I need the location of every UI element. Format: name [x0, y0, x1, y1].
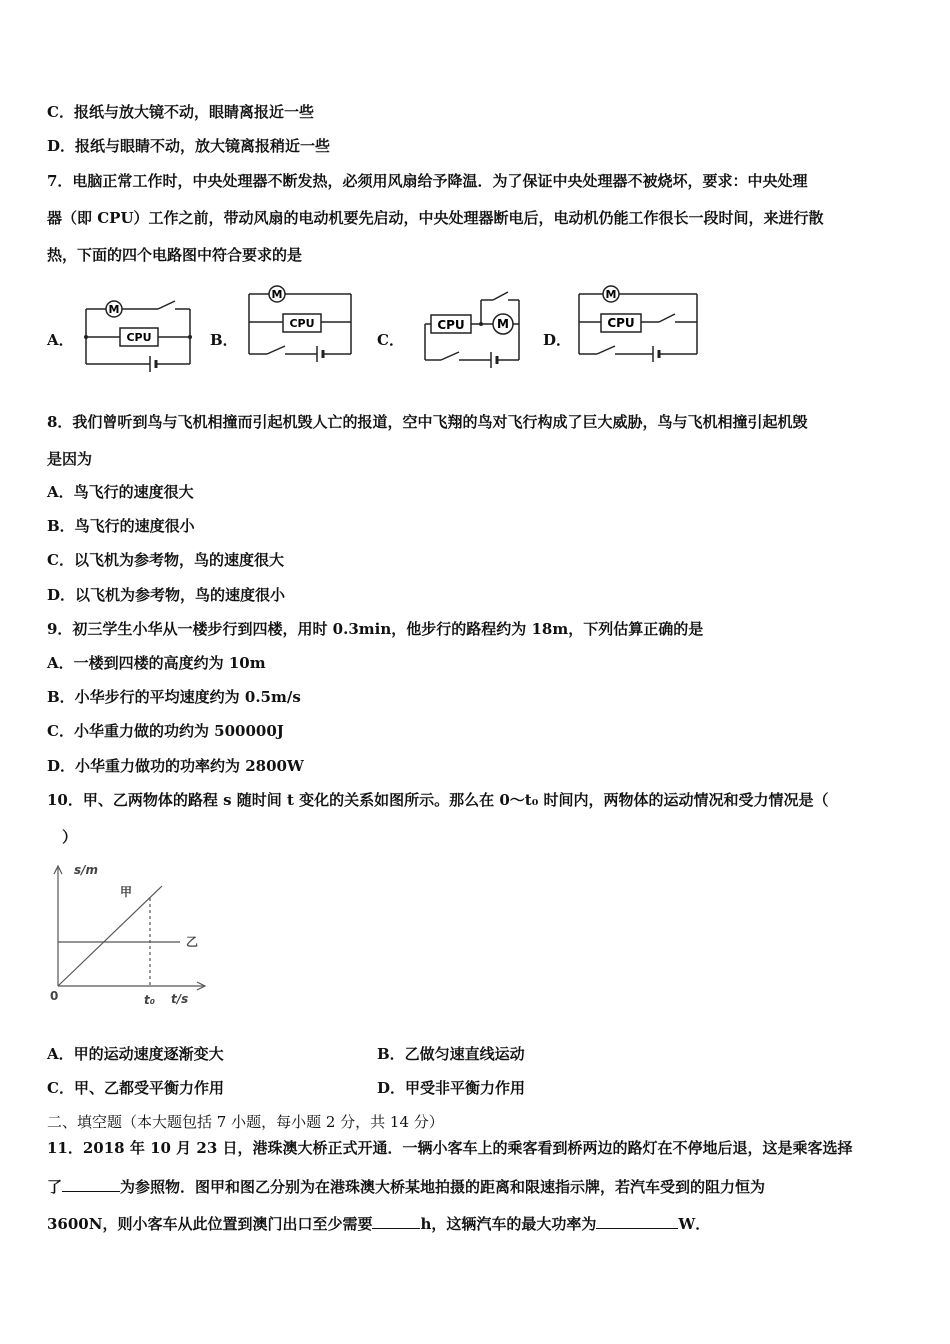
- q10-option-c: C．甲、乙都受平衡力作用: [47, 1079, 224, 1097]
- q11-stem-line-1: 11．2018 年 10 月 23 日，港珠澳大桥正式开通．一辆小客车上的乘客看到桥两边的路灯在不停地后退，这是乘客选择: [47, 1139, 853, 1157]
- cpu-label: CPU: [289, 317, 315, 330]
- circuit-diagram-d: [573, 284, 705, 362]
- q9-stem: 9．初三学生小华从一楼步行到四楼，用时 0.3min，他步行的路程约为 18m，下列估算正确的是: [47, 620, 704, 638]
- origin-label: 0: [50, 989, 59, 1003]
- q7-label-d: D．: [543, 331, 572, 349]
- line-yi-label: 乙: [186, 935, 199, 949]
- motor-label: M: [108, 303, 120, 316]
- q6-option-d: D．报纸与眼睛不动，放大镜离报稍近一些: [47, 137, 331, 155]
- q9-option-c: C．小华重力做的功约为 500000J: [47, 722, 284, 740]
- cpu-label: CPU: [607, 316, 635, 330]
- y-axis-label: s/m: [74, 863, 99, 877]
- circuit-diagram-a: [78, 292, 198, 374]
- answer-blank-2[interactable]: [372, 1212, 420, 1229]
- answer-blank-3[interactable]: [596, 1212, 678, 1229]
- q7-stem-line-1: 7．电脑正常工作时，中央处理器不断发热，必须用风扇给予降温．为了保证中央处理器不被烧坏，要求：中央处理: [47, 172, 808, 190]
- q6-option-c: C．报纸与放大镜不动，眼睛离报近一些: [47, 103, 314, 121]
- q7-label-c: C．: [377, 331, 404, 349]
- q11-text-3c: W．: [678, 1215, 711, 1233]
- q10-stem-line-1: 10．甲、乙两物体的路程 s 随时间 t 变化的关系如图所示。那么在 0～t₀ 时间内，两物体的运动情况和受力情况是（: [47, 791, 829, 809]
- motor-label: M: [605, 288, 617, 301]
- q10-option-b: B．乙做匀速直线运动: [377, 1045, 525, 1063]
- cpu-label: CPU: [437, 318, 465, 332]
- q8-option-c: C．以飞机为参考物，鸟的速度很大: [47, 551, 284, 569]
- circuit-diagram-b: [243, 284, 358, 362]
- q11-text-2b: 为参照物．图甲和图乙分别为在港珠澳大桥某地拍摄的距离和限速指示牌，若汽车受到的阻力恒为: [120, 1178, 766, 1196]
- line-jia-label: 甲: [120, 885, 133, 899]
- motor-label: M: [271, 288, 283, 301]
- q11-stem-line-2: [47, 1175, 765, 1197]
- answer-blank-1[interactable]: [62, 1175, 120, 1192]
- q7-stem-line-3: 热，下面的四个电路图中符合要求的是: [47, 246, 303, 264]
- q9-option-d: D．小华重力做功的功率约为 2800W: [47, 757, 304, 775]
- q8-option-b: B．鸟飞行的速度很小: [47, 517, 195, 535]
- q10-option-d: D．甲受非平衡力作用: [377, 1079, 526, 1097]
- q8-option-d: D．以飞机为参考物，鸟的速度很小: [47, 586, 286, 604]
- line-jia: [58, 886, 162, 986]
- q7-label-b: B．: [210, 331, 238, 349]
- q7-label-a: A．: [47, 331, 74, 349]
- q7-stem-line-2: 器（即 CPU）工作之前，带动风扇的电动机要先启动，中央处理器断电后，电动机仍能工作很长一段时间，来进行散: [47, 209, 824, 227]
- circuit-diagram-c: [415, 284, 527, 376]
- q11-text-3a: 3600N，则小客车从此位置到澳门出口至少需要: [47, 1215, 373, 1233]
- q9-option-a: A．一楼到四楼的高度约为 10m: [47, 654, 266, 672]
- q11-text-3b: h，这辆汽车的最大功率为: [420, 1215, 597, 1233]
- motor-label: M: [497, 317, 509, 331]
- q9-option-b: B．小华步行的平均速度约为 0.5m/s: [47, 688, 301, 706]
- q8-stem-line-2: 是因为: [47, 450, 93, 468]
- q8-stem-line-1: 8．我们曾听到鸟与飞机相撞而引起机毁人亡的报道，空中飞翔的鸟对飞行构成了巨大威胁，鸟与飞机相撞引起机毁: [47, 413, 808, 431]
- t0-label: t₀: [144, 993, 155, 1007]
- cpu-label: CPU: [126, 331, 152, 344]
- q10-distance-time-graph: [40, 858, 220, 1013]
- q11-text-2a: 了: [47, 1178, 63, 1196]
- q10-stem-line-2: ）: [62, 828, 78, 846]
- q8-option-a: A．鸟飞行的速度很大: [47, 483, 194, 501]
- x-axis-label: t/s: [171, 992, 189, 1006]
- q10-option-a: A．甲的运动速度逐渐变大: [47, 1045, 224, 1063]
- q11-stem-line-3: [47, 1212, 710, 1234]
- section-2-header: 二、填空题（本大题包括 7 小题，每小题 2 分，共 14 分）: [47, 1113, 444, 1131]
